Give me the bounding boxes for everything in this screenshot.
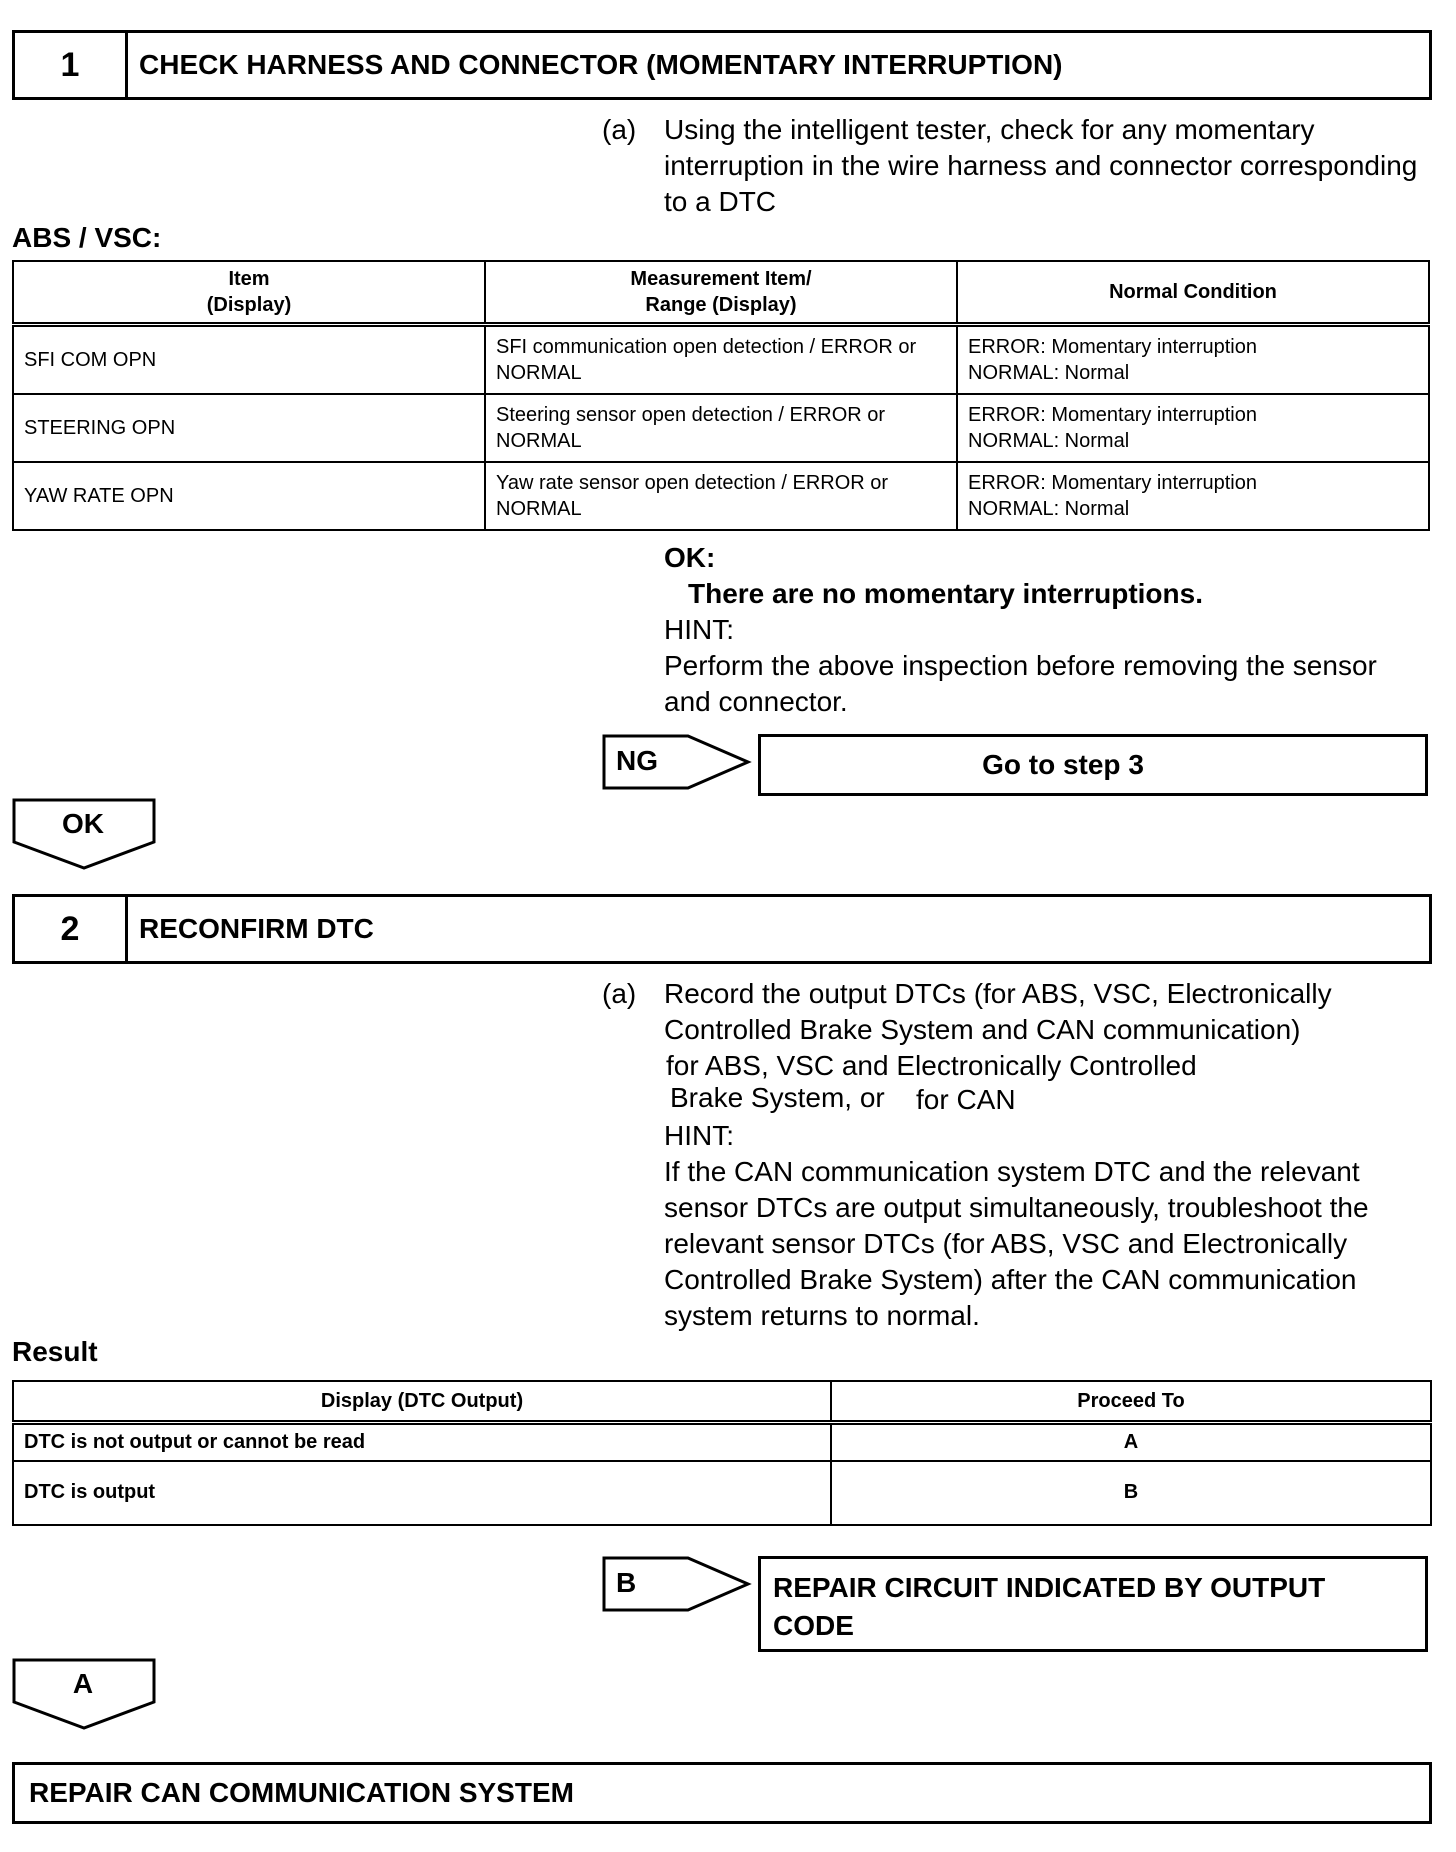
abs-vsc-table-wrap (12, 260, 1430, 531)
b-arrow-tag (602, 1556, 752, 1612)
table-cell: SFI COM OPN (13, 325, 485, 395)
table-row (13, 1423, 1431, 1461)
step-2-instruction (602, 976, 1442, 1346)
table-row (13, 325, 1429, 395)
step-number: 2 (15, 897, 128, 961)
result-table (12, 1380, 1432, 1526)
table-cell: YAW RATE OPN (13, 462, 485, 530)
step-title: CHECK HARNESS AND CONNECTOR (MOMENTARY INTERRUPTION) (139, 49, 1063, 80)
final-step-title: REPAIR CAN COMMUNICATION SYSTEM (29, 1777, 574, 1808)
instruction-line: Record the output DTCs (for ABS, VSC, Electronically (664, 978, 1332, 1009)
hint-label: HINT: (664, 614, 734, 645)
table-cell: ERROR: Momentary interruption NORMAL: Normal (957, 462, 1429, 530)
table-cell: A (831, 1423, 1431, 1461)
abs-vsc-table (12, 260, 1430, 531)
ng-arrow-tag (602, 734, 752, 790)
table-header: Item (Display) (13, 261, 485, 325)
table-cell: SFI communication open detection / ERROR or NORMAL (485, 325, 957, 395)
b-destination: REPAIR CIRCUIT INDICATED BY OUTPUT CODE (773, 1572, 1326, 1641)
a-arrow-tag (12, 1658, 158, 1730)
table-header: Normal Condition (957, 261, 1429, 325)
table-row (13, 1461, 1431, 1525)
ng-label: NG (616, 745, 658, 776)
step-number: 1 (15, 33, 128, 97)
ng-destination: Go to step 3 (982, 749, 1144, 780)
instruction-line: Brake System, or (670, 1082, 885, 1113)
result-table-wrap (12, 1380, 1430, 1526)
ok-heading: OK: (664, 542, 716, 573)
table-header: Proceed To (831, 1381, 1431, 1423)
b-label: B (616, 1567, 637, 1598)
instruction-text: Using the intelligent tester, check for any momentary interruption in the wire harness and connector corresponding to a DTC (664, 114, 1418, 217)
hint-text: Perform the above inspection before removing the sensor and connector. (664, 650, 1377, 717)
table-cell: Steering sensor open detection / ERROR or NORMAL (485, 394, 957, 462)
table-row (13, 462, 1429, 530)
table-row (13, 394, 1429, 462)
step-2-header (12, 894, 1432, 964)
table-cell: ERROR: Momentary interruption NORMAL: Normal (957, 394, 1429, 462)
table-cell: STEERING OPN (13, 394, 485, 462)
table-cell: Yaw rate sensor open detection / ERROR or NORMAL (485, 462, 957, 530)
hint-label: HINT: (664, 1120, 734, 1151)
instruction-line: Controlled Brake System and CAN communication) (664, 1014, 1301, 1045)
step-1-instruction (602, 112, 1432, 222)
go-to-step-3-box[interactable] (758, 734, 1428, 796)
table-cell: DTC is not output or cannot be read (13, 1423, 831, 1461)
table-cell: B (831, 1461, 1431, 1525)
a-label: A (72, 1668, 94, 1699)
ok-criteria (664, 540, 1424, 720)
ok-arrow-tag (12, 798, 158, 870)
step-title: RECONFIRM DTC (139, 913, 374, 944)
result-label: Result (12, 1336, 98, 1367)
instruction-label: (a) (602, 114, 637, 145)
hint-text: If the CAN communication system DTC and the relevant sensor DTCs are output simultaneously, troubleshoot the relevant sensor DTCs (for ABS, VSC and Electronically Controlled Brake System) after the CAN communication system returns to normal. (664, 1156, 1369, 1331)
table-cell: DTC is output (13, 1461, 831, 1525)
ok-text: There are no momentary interruptions. (688, 578, 1203, 609)
instruction-line: for CAN (916, 1084, 1016, 1115)
table-header: Measurement Item/ Range (Display) (485, 261, 957, 325)
instruction-line: for ABS, VSC and Electronically Controlled (666, 1050, 1197, 1081)
table-header: Display (DTC Output) (13, 1381, 831, 1423)
table-cell: ERROR: Momentary interruption NORMAL: Normal (957, 325, 1429, 395)
repair-circuit-box[interactable] (758, 1556, 1428, 1652)
step-1-header (12, 30, 1432, 100)
instruction-label: (a) (602, 978, 637, 1009)
table-label: ABS / VSC: (12, 222, 162, 253)
ok-label: OK (62, 808, 104, 839)
final-step-box[interactable] (12, 1762, 1432, 1824)
